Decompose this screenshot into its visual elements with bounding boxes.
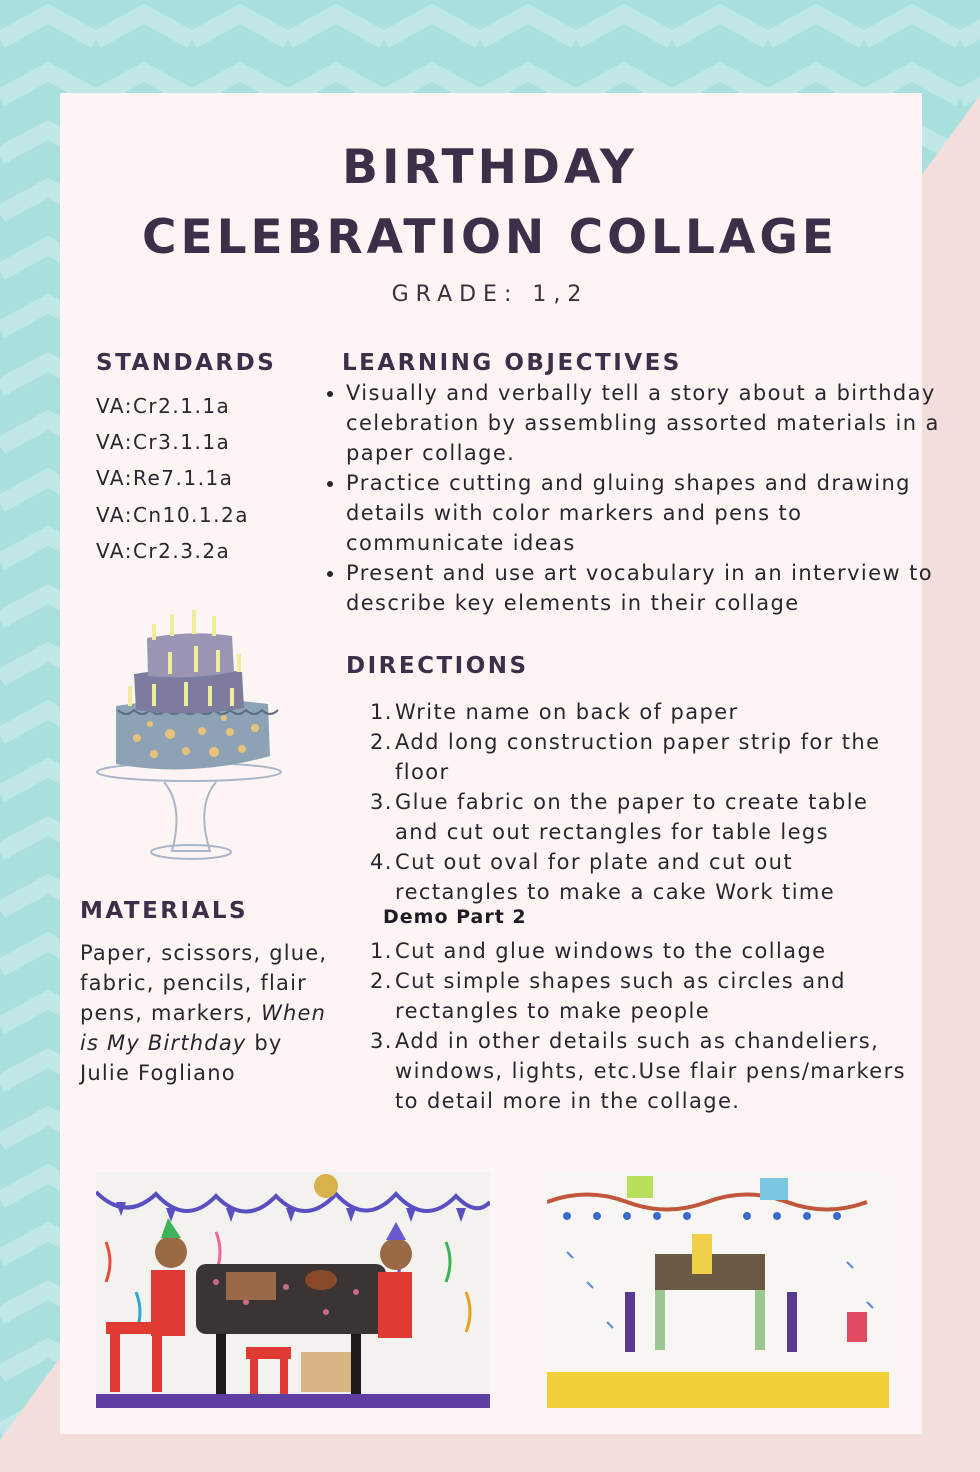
- direction-step: [370, 787, 910, 847]
- step-text: Cut and glue windows to the collage: [395, 939, 827, 963]
- standard-item: VA:Cr2.1.1a: [96, 394, 231, 418]
- step-text: Write name on back of paper: [395, 700, 739, 724]
- objective-item: • Practice cutting and gluing shapes and drawing details with color markers and pens to communicate ideas: [346, 468, 946, 558]
- objectives-list: [318, 378, 946, 618]
- step-text: Add long construction paper strip for the floor: [395, 730, 881, 784]
- directions-list-part2: [370, 936, 910, 1116]
- directions-heading: DIRECTIONS: [346, 653, 529, 679]
- direction-step: [370, 936, 910, 966]
- direction-step: [370, 966, 910, 1026]
- step-number: 3.: [370, 790, 393, 814]
- step-text: Cut simple shapes such as circles and rectangles to make people: [395, 969, 846, 1023]
- objectives-heading: LEARNING OBJECTIVES: [342, 350, 682, 376]
- step-text: Glue fabric on the paper to create table and cut out rectangles for table legs: [395, 790, 869, 844]
- step-number: 1.: [370, 939, 393, 963]
- book-title: When is My Birthday: [80, 1001, 327, 1055]
- title-line-2: CELEBRATION COLLAGE: [142, 210, 838, 265]
- step-number: 1.: [370, 700, 393, 724]
- direction-step: [370, 727, 910, 787]
- standard-item: VA:Cn10.1.2a: [96, 503, 249, 527]
- step-number: 2.: [370, 969, 393, 993]
- demo-part-2-label: Demo Part 2: [383, 906, 527, 928]
- title-line-1: BIRTHDAY: [342, 140, 638, 195]
- direction-step: [370, 697, 910, 727]
- directions-list-part1: [370, 697, 910, 907]
- step-number: 3.: [370, 1029, 393, 1053]
- standards-heading: STANDARDS: [96, 350, 277, 376]
- direction-step: [370, 1026, 910, 1116]
- student-collage-photo-2: [547, 1172, 889, 1408]
- materials-list: Paper, scissors, glue, fabric, pencils, flair pens, markers,: [80, 941, 328, 1025]
- direction-step: [370, 847, 910, 907]
- step-number: 4.: [370, 850, 393, 874]
- objective-item: • Present and use art vocabulary in an interview to describe key elements in their collage: [346, 558, 946, 618]
- standard-item: VA:Re7.1.1a: [96, 466, 234, 490]
- step-text: Add in other details such as chandeliers, windows, lights, etc.Use flair pens/markers to detail more in the collage.: [395, 1029, 906, 1113]
- step-number: 2.: [370, 730, 393, 754]
- materials-heading: MATERIALS: [80, 898, 249, 924]
- standard-item: VA:Cr3.1.1a: [96, 430, 231, 454]
- materials-text: [80, 938, 330, 1088]
- birthday-cake-illustration: [92, 606, 292, 866]
- student-collage-photo-1: [96, 1172, 490, 1408]
- standard-item: VA:Cr2.3.2a: [96, 539, 231, 563]
- book-author: by Julie Fogliano: [80, 1031, 283, 1085]
- objective-item: • Visually and verbally tell a story about a birthday celebration by assembling assorted materials in a paper collage.: [346, 378, 946, 468]
- step-text: Cut out oval for plate and cut out rectangles to make a cake Work time: [395, 850, 836, 904]
- grade-label: GRADE: 1,2: [391, 282, 589, 307]
